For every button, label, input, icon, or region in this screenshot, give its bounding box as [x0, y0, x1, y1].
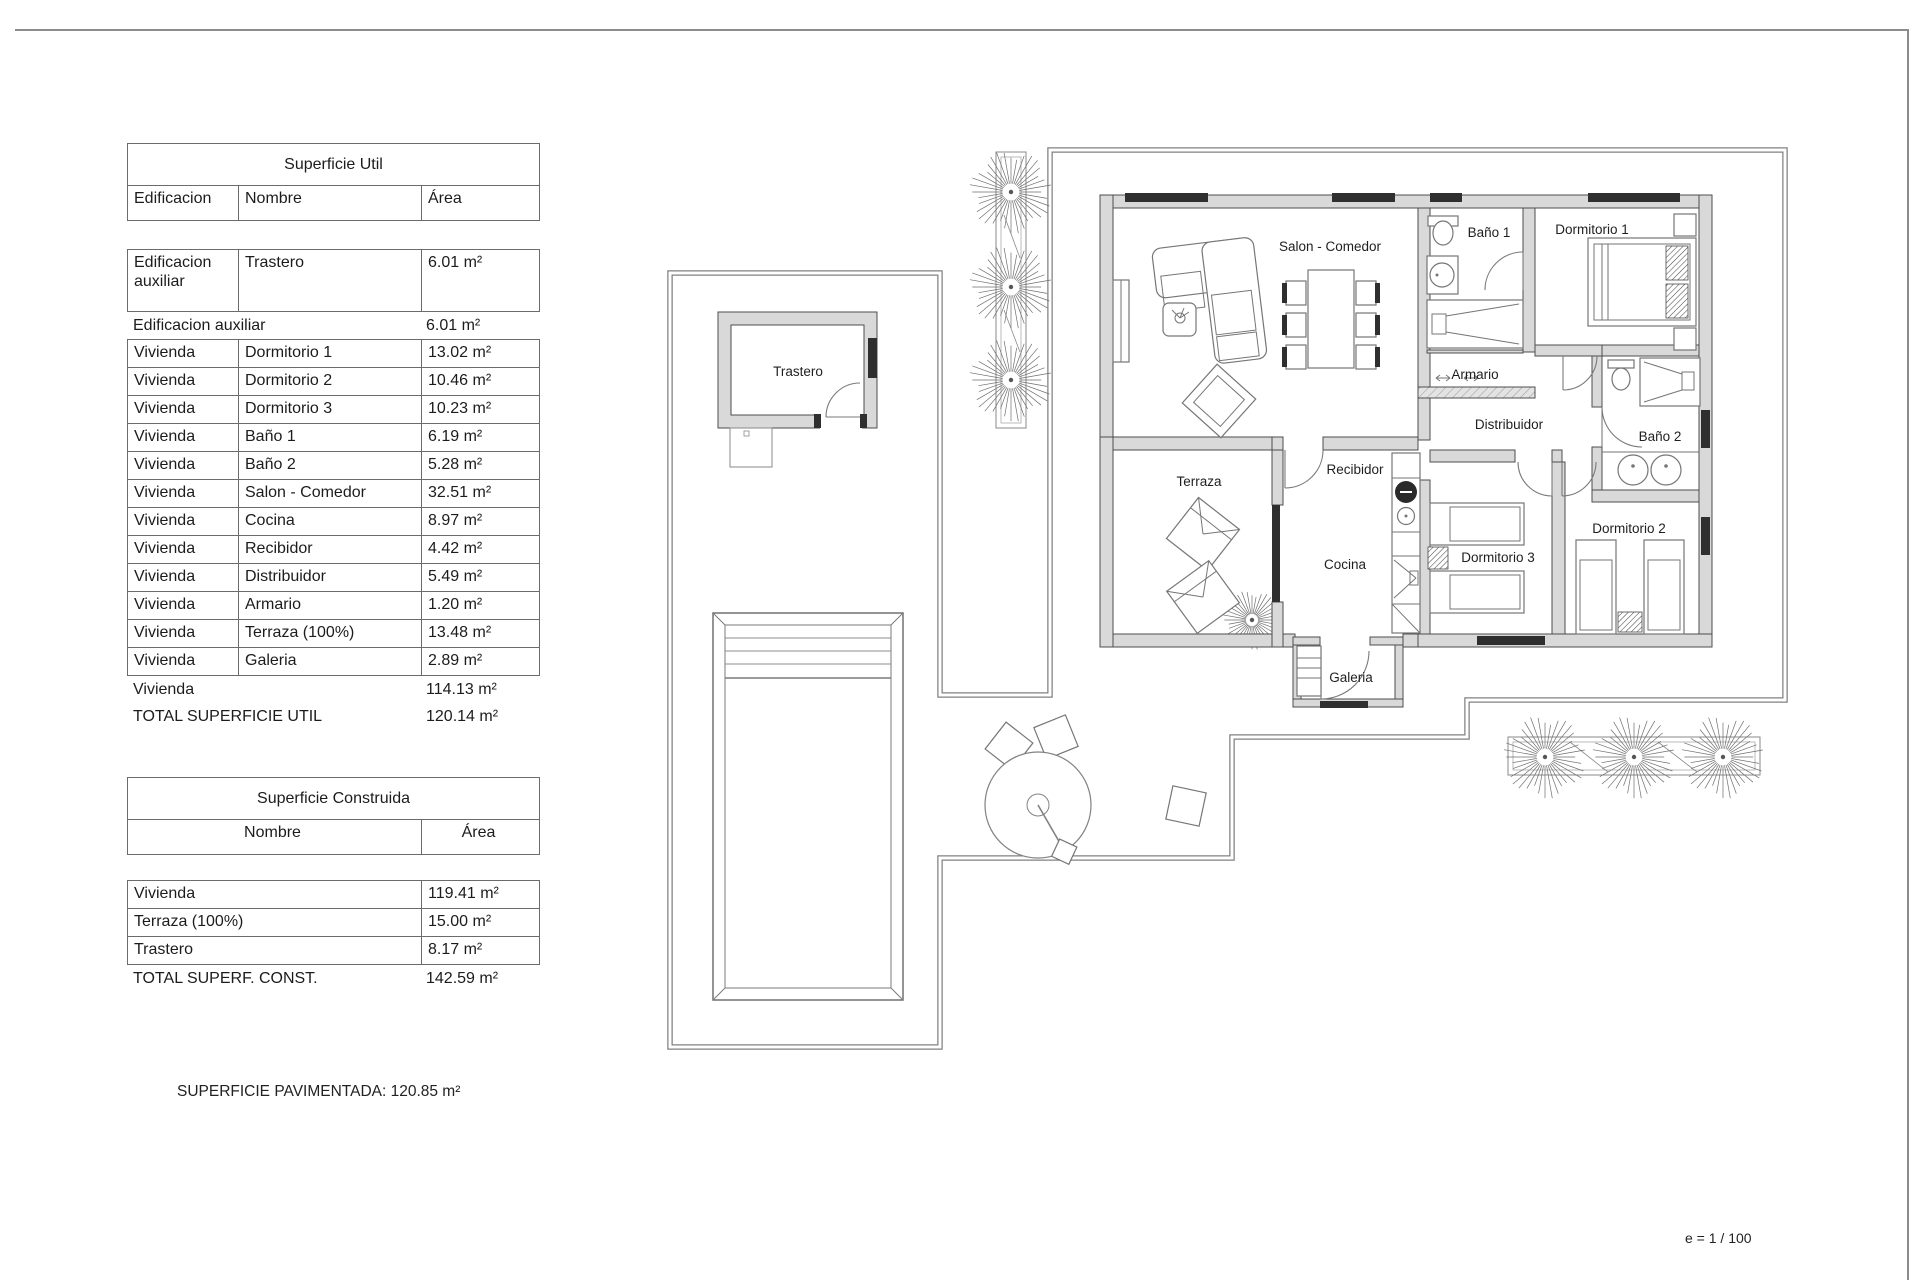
table-title: Superficie Util — [128, 144, 539, 186]
table-row: Vivienda Dormitorio 2 10.46 m² — [128, 367, 539, 395]
room-label-distribuidor: Distribuidor — [1474, 417, 1544, 432]
bano2-fixtures — [1602, 358, 1700, 485]
room-label-galeria: Galeria — [1329, 670, 1373, 685]
table-row: Terraza (100%) 15.00 m² — [128, 908, 539, 936]
table-row: Vivienda Salon - Comedor 32.51 m² — [128, 479, 539, 507]
cocina-fixtures — [1392, 453, 1420, 633]
table-row: Vivienda 119.41 m² — [128, 881, 539, 908]
plant-icon — [970, 153, 1051, 234]
table-row: Vivienda Cocina 8.97 m² — [128, 507, 539, 535]
total-row: TOTAL SUPERF. CONST. 142.59 m² — [133, 970, 499, 987]
superficie-util-rows — [127, 339, 540, 676]
table-row: Vivienda Dormitorio 3 10.23 m² — [128, 395, 539, 423]
column-header: Nombre — [238, 186, 421, 220]
plant-icon — [970, 248, 1051, 329]
plant-icon — [970, 341, 1051, 422]
column-header: Nombre — [244, 824, 301, 841]
tv-cabinet — [1113, 280, 1129, 362]
house — [1100, 193, 1712, 708]
table-row: Vivienda Baño 2 5.28 m² — [128, 451, 539, 479]
table-row: Vivienda Armario 1.20 m² — [128, 591, 539, 619]
table-row: Edificacion auxiliar Trastero 6.01 m² — [128, 250, 539, 311]
armchair — [1182, 364, 1255, 437]
superficie-util-table — [127, 143, 540, 730]
plant-icon — [1504, 718, 1585, 799]
plant-icon — [1682, 718, 1763, 799]
patio-table — [985, 715, 1206, 864]
room-label-cocina: Cocina — [1323, 557, 1367, 572]
room-label-dormitorio-3: Dormitorio 3 — [1461, 550, 1535, 565]
superficie-construida-table — [127, 777, 540, 992]
room-label-ba-o-2: Baño 2 — [1638, 429, 1682, 444]
paving-note: SUPERFICIE PAVIMENTADA: 120.85 m² — [177, 1083, 461, 1100]
table-header — [128, 186, 539, 220]
subtotal-row: Edificacion auxiliar 6.01 m² — [133, 317, 481, 334]
column-header: Área — [421, 186, 539, 220]
total-row: TOTAL SUPERFICIE UTIL 120.14 m² — [133, 708, 499, 725]
plant-icon — [1593, 718, 1674, 799]
galeria-washer — [1297, 646, 1321, 696]
table-row: Vivienda Galeria 2.89 m² — [128, 647, 539, 675]
table-row: Vivienda Baño 1 6.19 m² — [128, 423, 539, 451]
room-label-dormitorio-1: Dormitorio 1 — [1555, 222, 1629, 237]
room-label-armario: Armario — [1451, 367, 1499, 382]
subtotal-row: Vivienda 114.13 m² — [133, 681, 497, 698]
superficie-construida-rows — [127, 880, 540, 965]
room-label-ba-o-1: Baño 1 — [1467, 225, 1511, 240]
room-label-terraza: Terraza — [1176, 474, 1222, 489]
column-header: Área — [421, 820, 539, 854]
table-row: Vivienda Recibidor 4.42 m² — [128, 535, 539, 563]
room-label-dormitorio-2: Dormitorio 2 — [1592, 521, 1666, 536]
dormitorio2-furniture — [1576, 540, 1684, 634]
room-label-salon-comedor: Salon - Comedor — [1278, 239, 1382, 254]
swimming-pool — [713, 613, 903, 1000]
table-row: Trastero 8.17 m² — [128, 936, 539, 964]
table-row: Vivienda Dormitorio 1 13.02 m² — [128, 340, 539, 367]
room-label-trastero: Trastero — [773, 364, 823, 379]
column-header: Edificacion — [134, 190, 212, 207]
table-row: Vivienda Terraza (100%) 13.48 m² — [128, 619, 539, 647]
trastero-building — [718, 312, 877, 467]
table-title: Superficie Construida — [128, 778, 539, 820]
scale-note: e = 1 / 100 — [1685, 1230, 1752, 1246]
dining-set — [1282, 270, 1380, 369]
room-label-recibidor: Recibidor — [1326, 462, 1384, 477]
table-row: Vivienda Distribuidor 5.49 m² — [128, 563, 539, 591]
table-header — [128, 820, 539, 854]
side-table — [1163, 303, 1196, 336]
terraza-furniture — [1167, 498, 1240, 634]
